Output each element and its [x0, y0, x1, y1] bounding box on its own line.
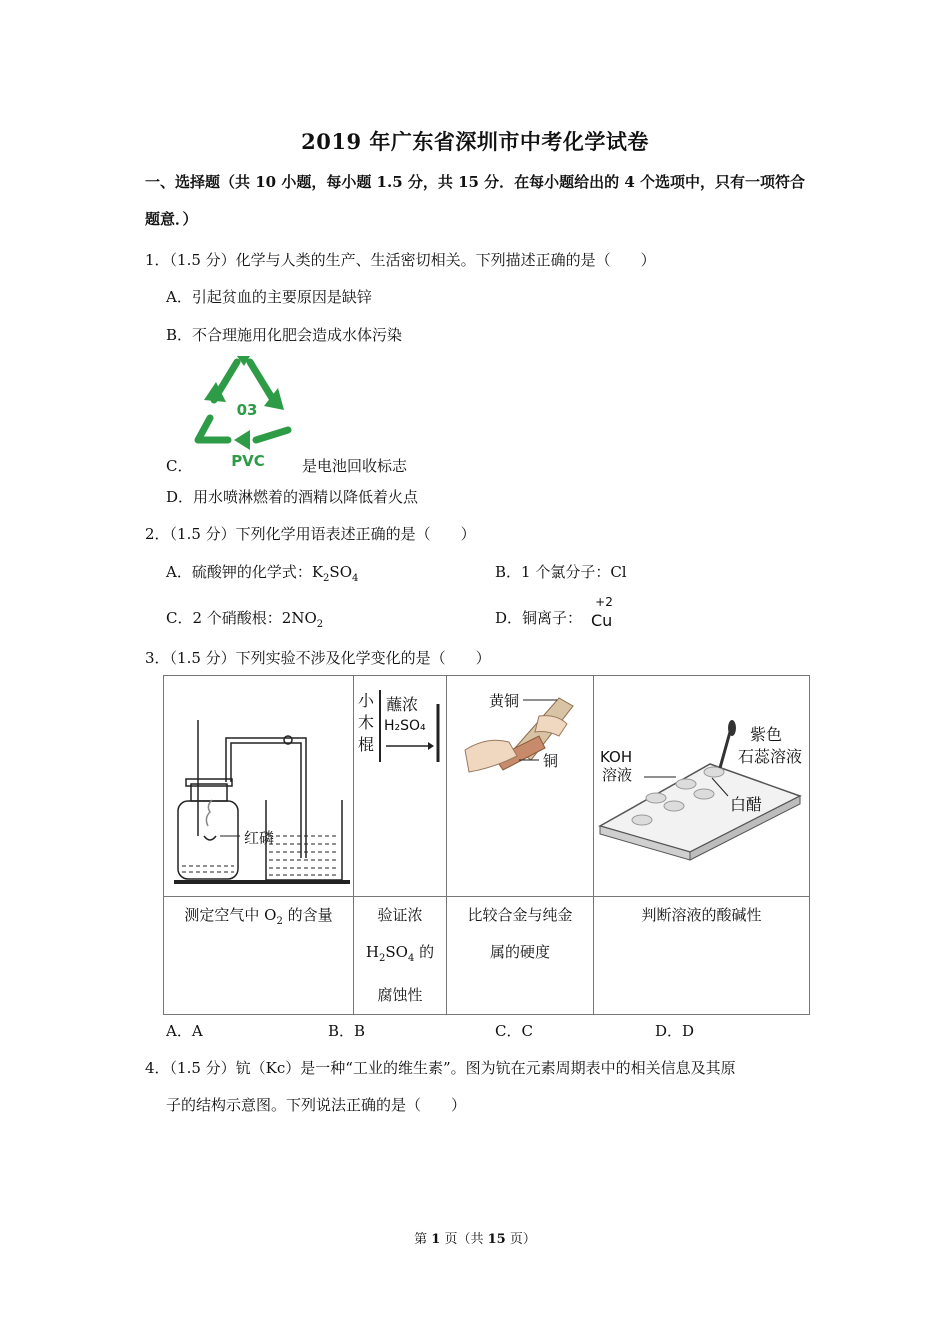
alloy-scratch-figure [447, 676, 593, 892]
caption-a: 测定空气中 $O_2$ 的含量 [164, 897, 354, 1015]
fig-b-stick-char-1: 小 [358, 691, 375, 710]
q3-option-a: A．A [166, 1022, 203, 1040]
q1-option-c-label: C． [166, 457, 193, 475]
q3-option-c: C．C [495, 1022, 533, 1040]
q4-stem-line-1: 4．（1.5 分）钪（Kc）是一种“工业的维生素”。图为钪在元素周期表中的相关信息及其原 [145, 1059, 736, 1077]
section-heading: 一、选择题（共 10 小题，每小题 1.5 分，共 15 分．在每小题给出的 4 个选项中，只有一项符合题意．） [145, 173, 806, 228]
caption-b [354, 897, 447, 1015]
recycle-code: PVC [231, 452, 265, 470]
caption-b-line-2: $H_2SO_4$ 的 [365, 943, 435, 964]
total-pages: 15 [487, 1232, 506, 1247]
q3-stem: 3．（1.5 分）下列实验不涉及化学变化的是（ ） [145, 649, 491, 667]
figure-cell-a [164, 676, 354, 897]
q1-option-c-text: 是电池回收标志 [302, 457, 408, 475]
spot-plate-figure [594, 676, 809, 892]
q2-stem: 2．（1.5 分）下列化学用语表述正确的是（ ） [145, 525, 476, 543]
q2-option-b: B．1 个氯分子：Cl [495, 563, 627, 581]
caption-c [447, 897, 594, 1015]
q1-option-d: D．用水喷淋燃着的酒精以降低着火点 [166, 488, 419, 506]
q4-stem-line-2: 子的结构示意图。下列说法正确的是（ ） [166, 1096, 467, 1114]
q1-option-a: A．引起贫血的主要原因是缺锌 [166, 288, 372, 306]
fig-c-copper-label: 铜 [543, 752, 559, 770]
recycle-number: 03 [236, 401, 258, 419]
q1-stem: 1．（1.5 分）化学与人类的生产、生活密切相关。下列描述正确的是（ ） [145, 251, 656, 269]
q2-option-d: D．铜离子： [495, 609, 583, 627]
q2-cu-symbol: Cu [591, 611, 613, 630]
caption-c-line-1: 比较合金与纯金 [467, 906, 573, 924]
q3-option-d: D．D [655, 1022, 695, 1040]
caption-c-line-2: 属的硬度 [489, 943, 550, 961]
q3-option-b: B．B [328, 1022, 366, 1040]
figure-cell-d [594, 676, 810, 897]
current-page-number: 1 [431, 1232, 441, 1247]
q2-option-c: C．2 个硝酸根：$2NO_2$ [166, 609, 324, 630]
fig-b-acid-label-2: H₂SO₄ [384, 718, 426, 734]
recycle-symbol-icon [190, 352, 302, 472]
page-title: 2019 年广东省深圳市中考化学试卷 [301, 129, 649, 154]
fig-d-litmus-label-2: 石蕊溶液 [738, 747, 803, 766]
caption-b-line-3: 腐蚀性 [377, 986, 423, 1004]
experiment-table [163, 675, 810, 1015]
page-footer: 第 1 页（共 15 页） [414, 1232, 536, 1247]
fig-c-brass-label: 黄铜 [489, 692, 520, 710]
figure-cell-b [354, 676, 447, 897]
q1-option-b: B．不合理施用化肥会造成水体污染 [166, 326, 403, 344]
phosphorus-combustion-figure [164, 676, 353, 892]
q2-option-a: A．硫酸钾的化学式：$K_2SO_4$ [166, 563, 359, 584]
fig-b-stick-label: 小木棍 [360, 766, 363, 767]
q2-cu-charge: +2 [595, 595, 613, 609]
caption-d: 判断溶液的酸碱性 [594, 897, 810, 1015]
fig-d-koh-label-1: KOH [600, 748, 633, 766]
fig-d-litmus-label-1: 紫色 [750, 725, 783, 744]
fig-d-koh-label-2: 溶液 [602, 766, 633, 784]
fig-d-vinegar-label: 白醋 [730, 795, 763, 814]
fig-a-red-phosphorus-label: 红磷 [244, 829, 275, 847]
figure-cell-c [447, 676, 594, 897]
caption-b-line-1: 验证浓 [377, 906, 423, 924]
fig-b-stick-char-3: 棍 [358, 735, 375, 754]
fig-b-acid-label-1: 蘸浓 [386, 695, 419, 714]
acid-stick-figure [354, 676, 446, 892]
fig-b-stick-char-2: 木 [358, 713, 375, 732]
